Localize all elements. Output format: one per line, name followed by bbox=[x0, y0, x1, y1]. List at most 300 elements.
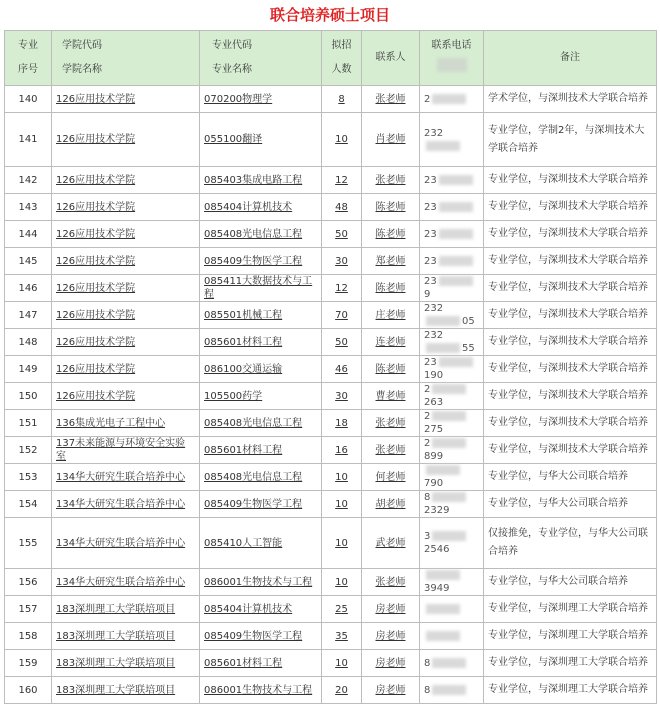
phone-cell bbox=[420, 86, 484, 113]
college-link[interactable]: 134华大研究生联合培养中心 bbox=[56, 537, 186, 549]
phone-prefix: 232 bbox=[424, 127, 444, 139]
college-cell[interactable] bbox=[52, 650, 200, 677]
contact-cell[interactable] bbox=[362, 167, 420, 194]
college-link[interactable]: 126应用技术学院 bbox=[56, 282, 136, 294]
major-cell[interactable] bbox=[200, 86, 322, 113]
major-cell[interactable] bbox=[200, 329, 322, 356]
contact-link[interactable]: 陈老师 bbox=[375, 282, 406, 294]
quota-link[interactable]: 10 bbox=[335, 498, 348, 510]
phone-cell bbox=[420, 650, 484, 677]
major-link[interactable]: 085411大数据技术与工程 bbox=[204, 276, 313, 300]
contact-cell[interactable] bbox=[362, 329, 420, 356]
quota-cell[interactable] bbox=[322, 677, 362, 704]
note-cell: 专业学位，与深圳技术大学联合培养 bbox=[484, 302, 657, 329]
college-cell[interactable] bbox=[52, 410, 200, 437]
seq-cell: 152 bbox=[5, 437, 52, 464]
phone-cell bbox=[420, 491, 484, 518]
redacted-mark bbox=[439, 357, 473, 367]
college-cell[interactable] bbox=[52, 167, 200, 194]
note-cell: 专业学位，与深圳技术大学联合培养 bbox=[484, 329, 657, 356]
major-cell[interactable] bbox=[200, 623, 322, 650]
phone-suffix: 2329 bbox=[424, 505, 450, 516]
redacted-mark bbox=[439, 276, 473, 286]
phone-prefix: 2 bbox=[424, 438, 431, 449]
redacted-mark bbox=[426, 631, 460, 641]
phone-suffix: 190 bbox=[424, 370, 444, 381]
college-cell[interactable] bbox=[52, 356, 200, 383]
quota-link[interactable]: 25 bbox=[335, 603, 348, 615]
redacted-mark bbox=[432, 438, 466, 448]
note-cell: 专业学位，与深圳技术大学联合培养 bbox=[484, 248, 657, 275]
contact-cell[interactable] bbox=[362, 569, 420, 596]
redacted-mark bbox=[426, 570, 460, 580]
major-cell[interactable] bbox=[200, 437, 322, 464]
quota-link[interactable]: 12 bbox=[335, 174, 348, 186]
contact-link[interactable]: 庄老师 bbox=[375, 309, 406, 321]
contact-link[interactable]: 张老师 bbox=[375, 444, 406, 456]
phone-suffix: 899 bbox=[424, 451, 444, 462]
contact-cell[interactable] bbox=[362, 356, 420, 383]
quota-link[interactable]: 30 bbox=[335, 255, 348, 267]
quota-link[interactable]: 50 bbox=[335, 336, 348, 348]
redacted-mark bbox=[432, 685, 466, 695]
header-quota: 拟招 人数 bbox=[322, 31, 362, 86]
phone-suffix: 263 bbox=[424, 397, 444, 408]
major-cell[interactable] bbox=[200, 650, 322, 677]
note-cell: 专业学位，与深圳理工大学联合培养 bbox=[484, 596, 657, 623]
contact-link[interactable]: 连老师 bbox=[375, 336, 406, 348]
table-row bbox=[5, 518, 657, 569]
major-link[interactable]: 085409生物医学工程 bbox=[204, 255, 303, 267]
college-cell[interactable] bbox=[52, 302, 200, 329]
contact-link[interactable]: 张老师 bbox=[375, 174, 406, 186]
table-row bbox=[5, 221, 657, 248]
phone-cell bbox=[420, 356, 484, 383]
college-link[interactable]: 183深圳理工大学联培项目 bbox=[56, 657, 176, 669]
seq-cell: 144 bbox=[5, 221, 52, 248]
phone-prefix: 23 bbox=[424, 174, 437, 186]
table-row bbox=[5, 437, 657, 464]
phone-cell bbox=[420, 329, 484, 356]
contact-link[interactable]: 张老师 bbox=[375, 576, 406, 588]
table-row bbox=[5, 650, 657, 677]
major-link[interactable]: 085408光电信息工程 bbox=[204, 228, 303, 240]
phone-prefix: 23 bbox=[424, 228, 437, 240]
note-cell: 专业学位，与深圳技术大学联合培养 bbox=[484, 410, 657, 437]
major-link[interactable]: 086001生物技术与工程 bbox=[204, 576, 313, 588]
seq-cell: 157 bbox=[5, 596, 52, 623]
contact-link[interactable]: 陈老师 bbox=[375, 363, 406, 375]
college-cell[interactable] bbox=[52, 677, 200, 704]
table-row bbox=[5, 623, 657, 650]
college-link[interactable]: 134华大研究生联合培养中心 bbox=[56, 576, 186, 588]
college-cell[interactable] bbox=[52, 464, 200, 491]
quota-cell[interactable] bbox=[322, 650, 362, 677]
quota-cell[interactable] bbox=[322, 275, 362, 302]
header-phone: 联系电话 bbox=[420, 31, 484, 86]
phone-cell bbox=[420, 677, 484, 704]
quota-cell[interactable] bbox=[322, 113, 362, 167]
quota-link[interactable]: 46 bbox=[335, 363, 348, 375]
contact-cell[interactable] bbox=[362, 596, 420, 623]
header-college: 学院代码 学院名称 bbox=[52, 31, 200, 86]
college-cell[interactable] bbox=[52, 248, 200, 275]
quota-link[interactable]: 48 bbox=[335, 201, 348, 213]
major-link[interactable]: 086001生物技术与工程 bbox=[204, 684, 313, 696]
contact-cell[interactable] bbox=[362, 464, 420, 491]
major-cell[interactable] bbox=[200, 302, 322, 329]
quota-cell[interactable] bbox=[322, 569, 362, 596]
page-title: 联合培养硕士项目 bbox=[269, 6, 390, 24]
phone-cell bbox=[420, 383, 484, 410]
college-link[interactable]: 183深圳理工大学联培项目 bbox=[56, 630, 176, 642]
quota-cell[interactable] bbox=[322, 302, 362, 329]
major-cell[interactable] bbox=[200, 518, 322, 569]
college-cell[interactable] bbox=[52, 623, 200, 650]
major-cell[interactable] bbox=[200, 167, 322, 194]
header-major: 专业代码 专业名称 bbox=[200, 31, 322, 86]
phone-cell bbox=[420, 437, 484, 464]
redacted-mark bbox=[432, 658, 466, 668]
redacted-mark bbox=[439, 256, 473, 266]
note-cell: 专业学位，与深圳理工大学联合培养 bbox=[484, 677, 657, 704]
contact-link[interactable]: 何老师 bbox=[375, 471, 406, 483]
table-row bbox=[5, 194, 657, 221]
seq-cell: 156 bbox=[5, 569, 52, 596]
major-cell[interactable] bbox=[200, 410, 322, 437]
redacted-mark bbox=[439, 202, 473, 212]
seq-cell: 153 bbox=[5, 464, 52, 491]
college-cell[interactable] bbox=[52, 86, 200, 113]
phone-suffix: 275 bbox=[424, 424, 444, 435]
quota-link[interactable]: 20 bbox=[335, 684, 348, 696]
quota-link[interactable]: 18 bbox=[335, 417, 348, 429]
seq-cell: 159 bbox=[5, 650, 52, 677]
college-link[interactable]: 126应用技术学院 bbox=[56, 336, 136, 348]
quota-cell[interactable] bbox=[322, 437, 362, 464]
header-seq: 专业 序号 bbox=[5, 31, 52, 86]
quota-link[interactable]: 10 bbox=[335, 471, 348, 483]
contact-link[interactable]: 房老师 bbox=[375, 684, 406, 696]
college-link[interactable]: 126应用技术学院 bbox=[56, 309, 136, 321]
table-row bbox=[5, 677, 657, 704]
phone-cell bbox=[420, 302, 484, 329]
quota-cell[interactable] bbox=[322, 383, 362, 410]
phone-cell bbox=[420, 464, 484, 491]
program-table bbox=[4, 30, 657, 704]
quota-link[interactable]: 12 bbox=[335, 282, 348, 294]
major-link[interactable]: 085409生物医学工程 bbox=[204, 498, 303, 510]
college-link[interactable]: 137未来能源与环境安全实验室 bbox=[56, 438, 186, 462]
note-cell: 专业学位，与华大公司联合培养 bbox=[484, 569, 657, 596]
major-cell[interactable] bbox=[200, 464, 322, 491]
contact-cell[interactable] bbox=[362, 302, 420, 329]
redacted-mark bbox=[426, 465, 460, 475]
phone-cell bbox=[420, 113, 484, 167]
note-cell: 专业学位，与华大公司联合培养 bbox=[484, 464, 657, 491]
contact-cell[interactable] bbox=[362, 275, 420, 302]
contact-cell[interactable] bbox=[362, 383, 420, 410]
contact-cell[interactable] bbox=[362, 221, 420, 248]
contact-cell[interactable] bbox=[362, 248, 420, 275]
contact-cell[interactable] bbox=[362, 518, 420, 569]
quota-cell[interactable] bbox=[322, 596, 362, 623]
major-link[interactable]: 085601材料工程 bbox=[204, 336, 283, 348]
college-cell[interactable] bbox=[52, 194, 200, 221]
phone-prefix: 23 bbox=[424, 255, 437, 267]
phone-prefix: 8 bbox=[424, 492, 431, 503]
quota-link[interactable]: 10 bbox=[335, 134, 348, 145]
contact-link[interactable]: 武老师 bbox=[375, 537, 406, 549]
table-row bbox=[5, 596, 657, 623]
contact-link[interactable]: 陈老师 bbox=[375, 201, 406, 213]
seq-cell: 160 bbox=[5, 677, 52, 704]
major-cell[interactable] bbox=[200, 221, 322, 248]
contact-link[interactable]: 张老师 bbox=[375, 417, 406, 429]
college-cell[interactable] bbox=[52, 329, 200, 356]
major-link[interactable]: 055100翻译 bbox=[204, 134, 263, 145]
major-cell[interactable] bbox=[200, 491, 322, 518]
major-link[interactable]: 085409生物医学工程 bbox=[204, 630, 303, 642]
seq-cell: 141 bbox=[5, 113, 52, 167]
note-cell: 专业学位，与深圳技术大学联合培养 bbox=[484, 356, 657, 383]
quota-link[interactable]: 10 bbox=[335, 537, 348, 549]
seq-cell: 148 bbox=[5, 329, 52, 356]
table-row bbox=[5, 491, 657, 518]
phone-prefix: 232 bbox=[424, 303, 444, 314]
note-cell: 专业学位，与深圳技术大学联合培养 bbox=[484, 167, 657, 194]
redacted-mark bbox=[432, 94, 466, 104]
college-cell[interactable] bbox=[52, 596, 200, 623]
college-cell[interactable] bbox=[52, 437, 200, 464]
major-cell[interactable] bbox=[200, 248, 322, 275]
major-link[interactable]: 085408光电信息工程 bbox=[204, 471, 303, 483]
major-link[interactable]: 085601材料工程 bbox=[204, 657, 283, 669]
phone-suffix: 2546 bbox=[424, 544, 450, 555]
quota-cell[interactable] bbox=[322, 518, 362, 569]
contact-cell[interactable] bbox=[362, 194, 420, 221]
table-row bbox=[5, 275, 657, 302]
contact-link[interactable]: 郑老师 bbox=[375, 255, 406, 267]
quota-link[interactable]: 70 bbox=[335, 309, 348, 321]
phone-cell bbox=[420, 275, 484, 302]
contact-cell[interactable] bbox=[362, 650, 420, 677]
major-link[interactable]: 085404计算机技术 bbox=[204, 201, 293, 213]
contact-cell[interactable] bbox=[362, 491, 420, 518]
college-link[interactable]: 126应用技术学院 bbox=[56, 228, 136, 240]
phone-prefix: 23 bbox=[424, 357, 437, 368]
redacted-mark bbox=[426, 141, 460, 151]
redacted-mark bbox=[432, 384, 466, 394]
major-cell[interactable] bbox=[200, 383, 322, 410]
contact-cell[interactable] bbox=[362, 86, 420, 113]
college-link[interactable]: 126应用技术学院 bbox=[56, 134, 136, 145]
seq-cell: 154 bbox=[5, 491, 52, 518]
redacted-mark bbox=[426, 604, 460, 614]
major-cell[interactable] bbox=[200, 596, 322, 623]
phone-prefix: 23 bbox=[424, 276, 437, 287]
quota-link[interactable]: 35 bbox=[335, 630, 348, 642]
contact-cell[interactable] bbox=[362, 437, 420, 464]
phone-suffix: 790 bbox=[424, 478, 444, 489]
redacted-mark bbox=[426, 343, 460, 353]
phone-suffix: 9 bbox=[424, 289, 431, 300]
major-link[interactable]: 070200物理学 bbox=[204, 93, 273, 105]
seq-cell: 140 bbox=[5, 86, 52, 113]
phone-prefix: 3 bbox=[424, 531, 431, 542]
table-row bbox=[5, 86, 657, 113]
quota-cell[interactable] bbox=[322, 623, 362, 650]
note-cell: 专业学位，与深圳理工大学联合培养 bbox=[484, 623, 657, 650]
quota-cell[interactable] bbox=[322, 491, 362, 518]
major-cell[interactable] bbox=[200, 356, 322, 383]
quota-link[interactable]: 50 bbox=[335, 228, 348, 240]
note-cell: 专业学位，学制2年，与深圳技术大学联合培养 bbox=[484, 113, 657, 167]
major-link[interactable]: 085601材料工程 bbox=[204, 444, 283, 456]
college-link[interactable]: 126应用技术学院 bbox=[56, 201, 136, 213]
contact-cell[interactable] bbox=[362, 677, 420, 704]
college-cell[interactable] bbox=[52, 569, 200, 596]
contact-link[interactable]: 曹老师 bbox=[375, 390, 406, 402]
table-header-row bbox=[5, 31, 657, 86]
phone-cell bbox=[420, 248, 484, 275]
redacted-mark bbox=[439, 175, 473, 185]
phone-prefix: 2 bbox=[424, 411, 431, 422]
major-link[interactable]: 085501机械工程 bbox=[204, 309, 283, 321]
seq-cell: 145 bbox=[5, 248, 52, 275]
college-cell[interactable] bbox=[52, 275, 200, 302]
college-link[interactable]: 134华大研究生联合培养中心 bbox=[56, 498, 186, 510]
quota-link[interactable]: 30 bbox=[335, 390, 348, 402]
major-link[interactable]: 085403集成电路工程 bbox=[204, 174, 303, 186]
contact-link[interactable]: 陈老师 bbox=[375, 228, 406, 240]
college-link[interactable]: 183深圳理工大学联培项目 bbox=[56, 603, 176, 615]
quota-cell[interactable] bbox=[322, 464, 362, 491]
header-contact: 联系人 bbox=[362, 31, 420, 86]
phone-cell bbox=[420, 167, 484, 194]
phone-prefix: 8 bbox=[424, 684, 431, 696]
redacted-mark bbox=[439, 229, 473, 239]
note-cell: 仅接推免，专业学位，与华大公司联合培养 bbox=[484, 518, 657, 569]
contact-link[interactable]: 房老师 bbox=[375, 630, 406, 642]
table-row bbox=[5, 464, 657, 491]
note-cell: 专业学位，与深圳理工大学联合培养 bbox=[484, 650, 657, 677]
college-cell[interactable] bbox=[52, 491, 200, 518]
phone-cell bbox=[420, 569, 484, 596]
contact-link[interactable]: 肖老师 bbox=[375, 134, 406, 145]
table-row bbox=[5, 383, 657, 410]
quota-link[interactable]: 10 bbox=[335, 576, 348, 588]
phone-prefix: 8 bbox=[424, 657, 431, 669]
seq-cell: 142 bbox=[5, 167, 52, 194]
college-link[interactable]: 183深圳理工大学联培项目 bbox=[56, 684, 176, 696]
redacted-mark bbox=[437, 58, 467, 72]
major-cell[interactable] bbox=[200, 569, 322, 596]
major-cell[interactable] bbox=[200, 275, 322, 302]
note-cell: 专业学位，与深圳技术大学联合培养 bbox=[484, 383, 657, 410]
college-link[interactable]: 126应用技术学院 bbox=[56, 363, 136, 375]
quota-cell[interactable] bbox=[322, 194, 362, 221]
phone-cell bbox=[420, 596, 484, 623]
quota-link[interactable]: 16 bbox=[335, 444, 348, 456]
college-cell[interactable] bbox=[52, 221, 200, 248]
college-cell[interactable] bbox=[52, 383, 200, 410]
seq-cell: 155 bbox=[5, 518, 52, 569]
major-link[interactable]: 086100交通运输 bbox=[204, 363, 283, 375]
table-row bbox=[5, 329, 657, 356]
quota-cell[interactable] bbox=[322, 248, 362, 275]
college-link[interactable]: 134华大研究生联合培养中心 bbox=[56, 471, 186, 483]
major-link[interactable]: 085404计算机技术 bbox=[204, 603, 293, 615]
major-cell[interactable] bbox=[200, 677, 322, 704]
phone-cell bbox=[420, 623, 484, 650]
seq-cell: 158 bbox=[5, 623, 52, 650]
table-row bbox=[5, 248, 657, 275]
quota-cell[interactable] bbox=[322, 221, 362, 248]
major-link[interactable]: 085408光电信息工程 bbox=[204, 417, 303, 429]
quota-link[interactable]: 8 bbox=[338, 93, 345, 105]
table-row bbox=[5, 167, 657, 194]
phone-prefix: 23 bbox=[424, 201, 437, 213]
quota-cell[interactable] bbox=[322, 167, 362, 194]
redacted-mark bbox=[432, 411, 466, 421]
phone-cell bbox=[420, 221, 484, 248]
redacted-mark bbox=[432, 492, 466, 502]
phone-suffix: 55 bbox=[462, 343, 475, 354]
phone-cell bbox=[420, 518, 484, 569]
seq-cell: 147 bbox=[5, 302, 52, 329]
quota-cell[interactable] bbox=[322, 356, 362, 383]
note-cell: 专业学位，与深圳技术大学联合培养 bbox=[484, 437, 657, 464]
note-cell: 学术学位，与深圳技术大学联合培养 bbox=[484, 86, 657, 113]
contact-link[interactable]: 房老师 bbox=[375, 603, 406, 615]
contact-cell[interactable] bbox=[362, 113, 420, 167]
major-link[interactable]: 085410人工智能 bbox=[204, 537, 283, 549]
note-cell: 专业学位，与华大公司联合培养 bbox=[484, 491, 657, 518]
major-link[interactable]: 105500药学 bbox=[204, 390, 263, 402]
contact-link[interactable]: 房老师 bbox=[375, 657, 406, 669]
table-row bbox=[5, 410, 657, 437]
quota-link[interactable]: 10 bbox=[335, 657, 348, 669]
college-link[interactable]: 136集成光电子工程中心 bbox=[56, 417, 166, 429]
phone-cell bbox=[420, 410, 484, 437]
college-cell[interactable] bbox=[52, 518, 200, 569]
quota-cell[interactable] bbox=[322, 329, 362, 356]
table-row bbox=[5, 356, 657, 383]
table-row bbox=[5, 302, 657, 329]
college-link[interactable]: 126应用技术学院 bbox=[56, 390, 136, 402]
phone-suffix: 05 bbox=[462, 316, 475, 327]
major-cell[interactable] bbox=[200, 113, 322, 167]
seq-cell: 151 bbox=[5, 410, 52, 437]
contact-link[interactable]: 胡老师 bbox=[375, 498, 406, 510]
contact-cell[interactable] bbox=[362, 623, 420, 650]
contact-link[interactable]: 张老师 bbox=[375, 93, 406, 105]
college-link[interactable]: 126应用技术学院 bbox=[56, 174, 136, 186]
college-link[interactable]: 126应用技术学院 bbox=[56, 93, 136, 105]
phone-prefix: 2 bbox=[424, 384, 431, 395]
note-cell: 专业学位，与深圳技术大学联合培养 bbox=[484, 275, 657, 302]
college-cell[interactable] bbox=[52, 113, 200, 167]
seq-cell: 143 bbox=[5, 194, 52, 221]
college-link[interactable]: 126应用技术学院 bbox=[56, 255, 136, 267]
contact-cell[interactable] bbox=[362, 410, 420, 437]
quota-cell[interactable] bbox=[322, 410, 362, 437]
note-cell: 专业学位，与深圳技术大学联合培养 bbox=[484, 221, 657, 248]
quota-cell[interactable] bbox=[322, 86, 362, 113]
major-cell[interactable] bbox=[200, 194, 322, 221]
header-note: 备注 bbox=[484, 31, 657, 86]
